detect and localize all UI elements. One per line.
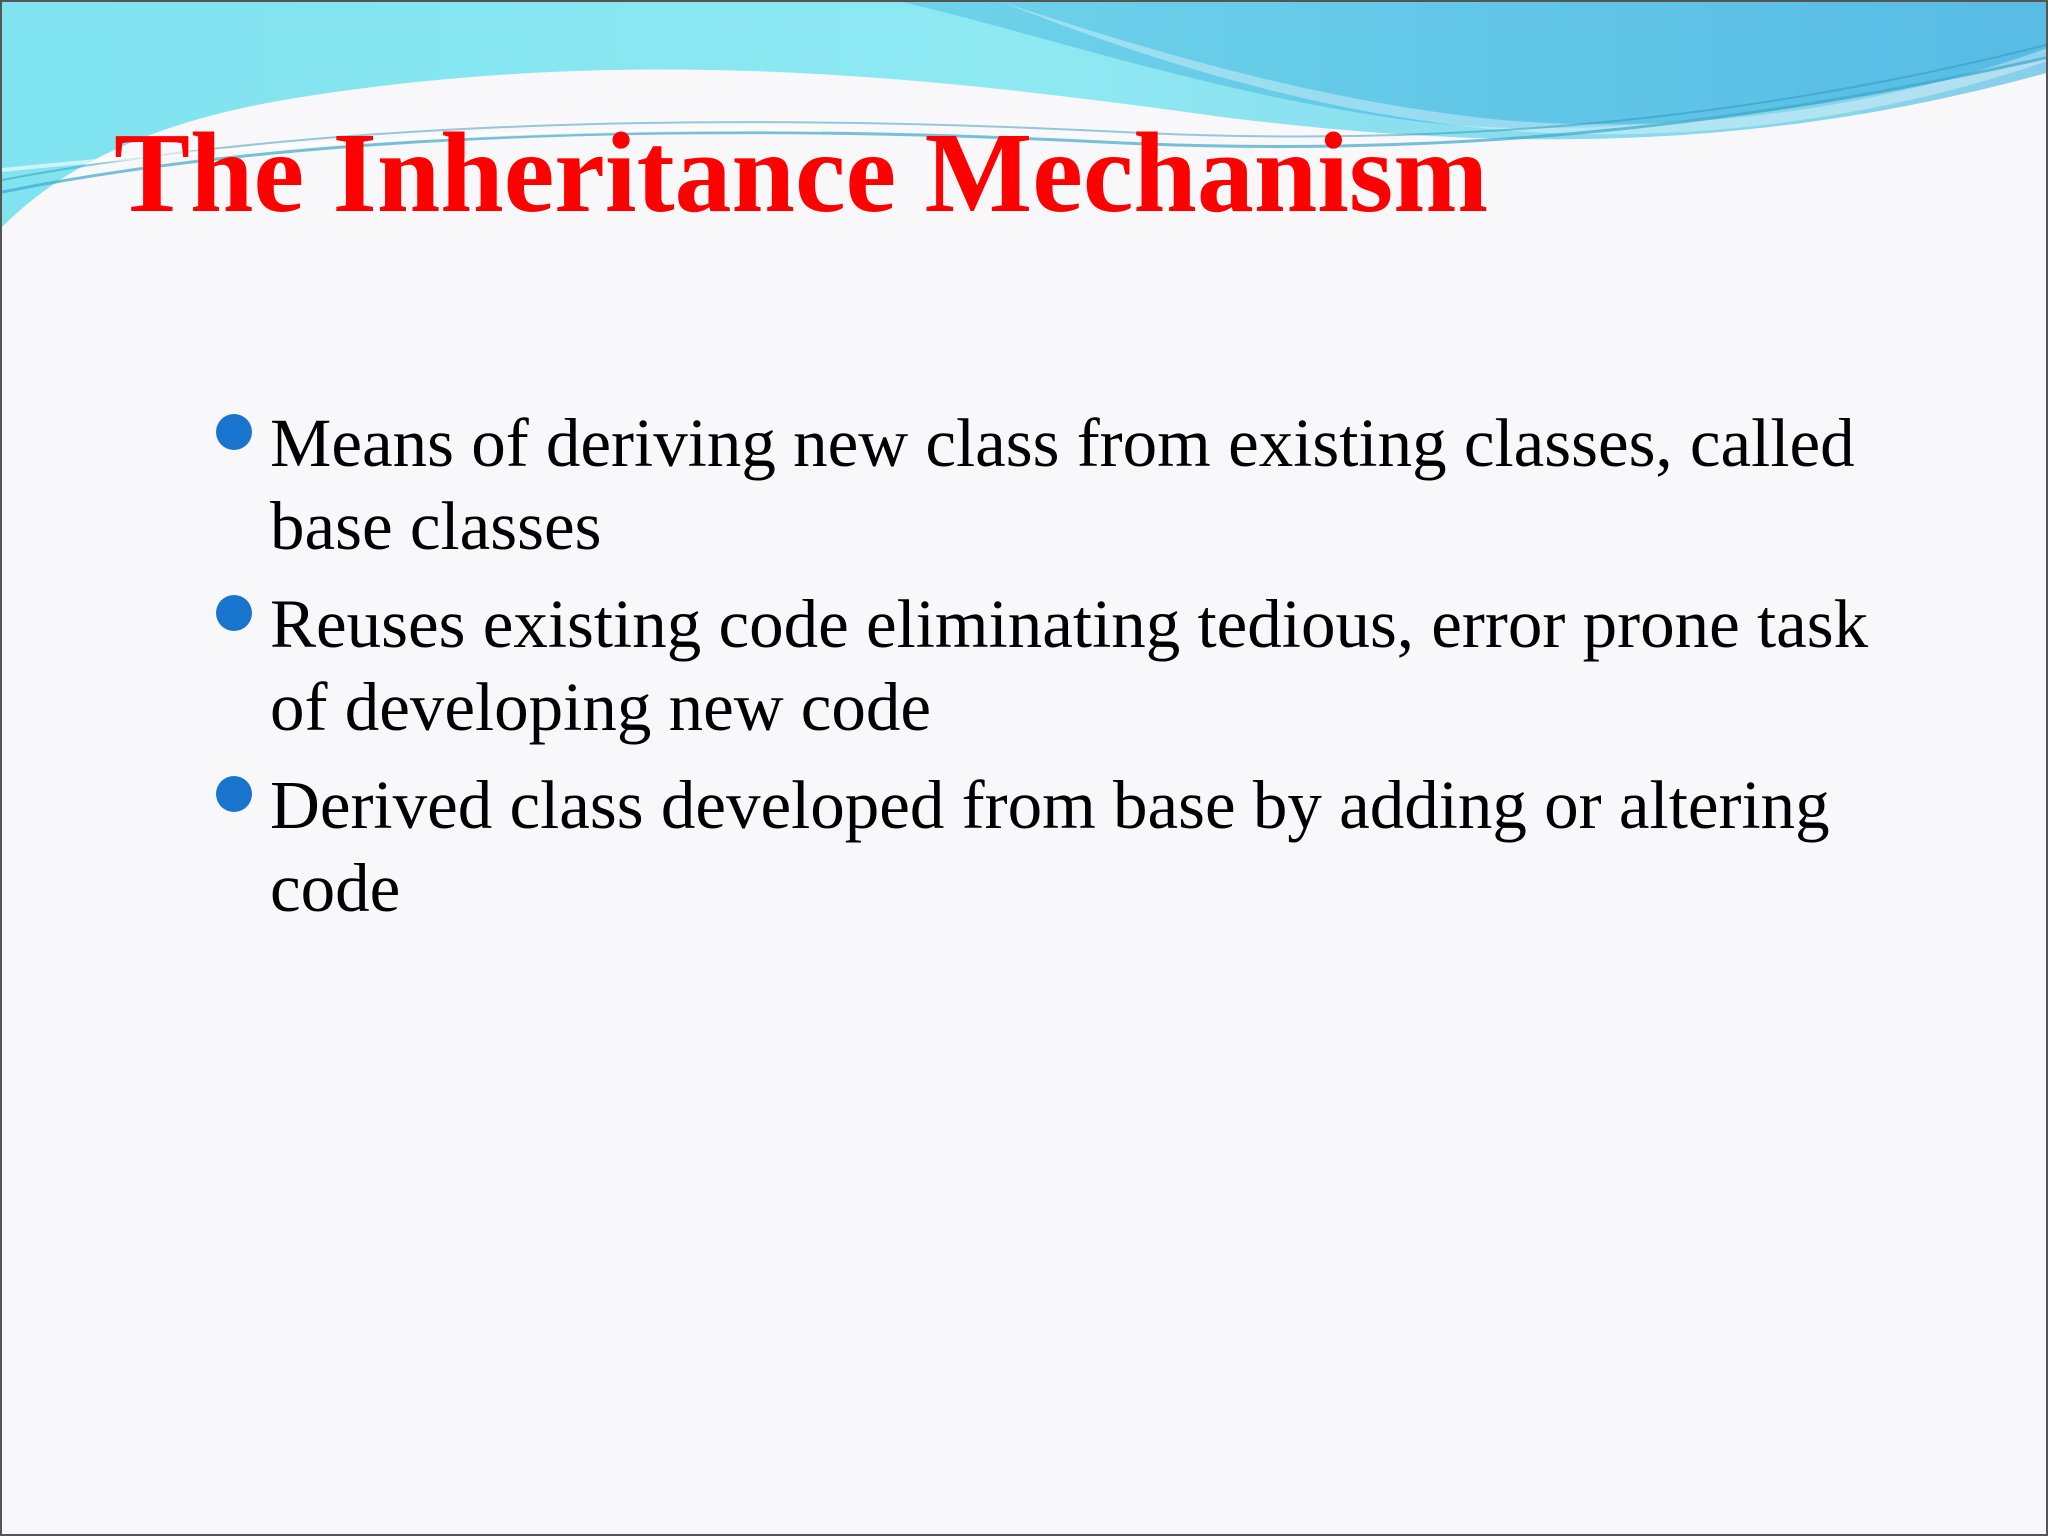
slide-title: The Inheritance Mechanism <box>114 109 1489 236</box>
bullet-list <box>212 402 1892 945</box>
bullet-item <box>212 402 1892 568</box>
bullet-text: Reuses existing code eliminating tedious, error prone task of developing new code <box>270 586 1869 745</box>
bullet-text: Derived class developed from base by adding or altering code <box>270 767 1830 926</box>
bullet-item <box>212 583 1892 749</box>
round-bullet-icon <box>216 414 252 450</box>
bullet-item <box>212 764 1892 930</box>
round-bullet-icon <box>216 595 252 631</box>
bullet-text: Means of deriving new class from existing classes, called base classes <box>270 405 1855 564</box>
round-bullet-icon <box>216 776 252 812</box>
